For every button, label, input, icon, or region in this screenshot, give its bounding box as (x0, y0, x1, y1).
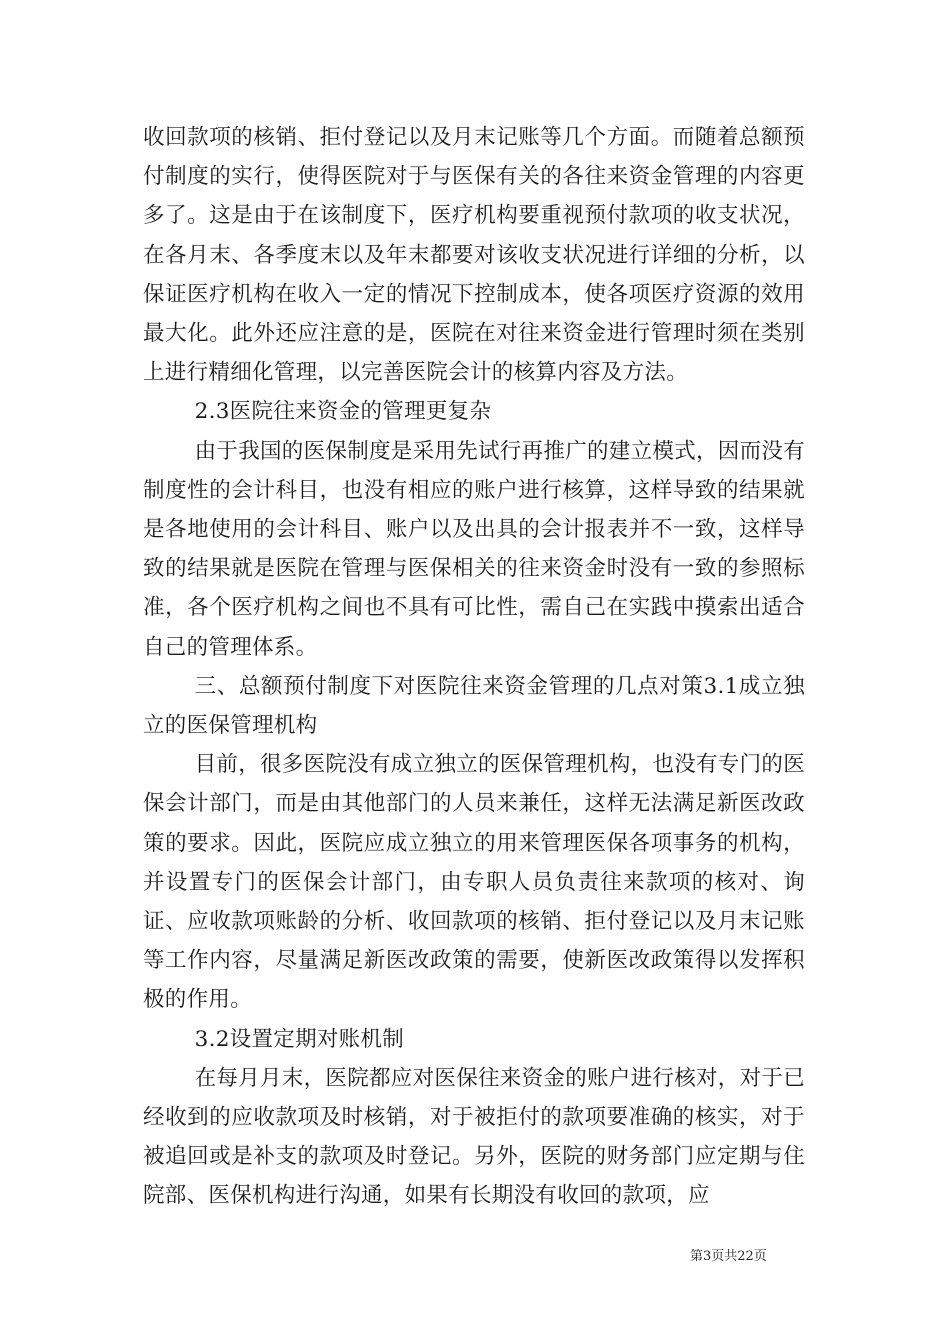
section-heading: 三、总额预付制度下对医院往来资金管理的几点对策3.1成立独立的医保管理机构 (143, 673, 805, 739)
section-heading: 2.3医院往来资金的管理更复杂 (194, 399, 492, 425)
section-heading: 3.2设置定期对账机制 (194, 1026, 405, 1052)
paragraph: 收回款项的核销、拒付登记以及月末记账等几个方面。而随着总额预付制度的实行，使得医院对于与医保有关的各往来资金管理的内容更多了。这是由于在该制度下，医疗机构要重视预付款项的收支状况，在各月末、各季度末以及年末都要对该收支状况进行详细的分析，以保证医疗机构在收入一定的情况下控制成本，使各项医疗资源的效用最大化。此外还应注意的是，医院在对往来资金进行管理时须在类别上进行精细化管理，以完善医院会计的核算内容及方法。 (143, 125, 805, 386)
document-body (143, 118, 805, 1216)
paragraph: 在每月月末，医院都应对医保往来资金的账户进行核对，对于已经收到的应收款项及时核销，对于被拒付的款项要准确的核实，对于被追回或是补支的款项及时登记。另外，医院的财务部门应定期与住院部、医保机构进行沟通，如果有长期没有收回的款项，应 (143, 1065, 805, 1209)
paragraph: 由于我国的医保制度是采用先试行再推广的建立模式，因而没有制度性的会计科目，也没有相应的账户进行核算，这样导致的结果就是各地使用的会计科目、账户以及出具的会计报表并不一致，这样导致的结果就是医院在管理与医保相关的往来资金时没有一致的参照标准，各个医疗机构之间也不具有可比性，需自己在实践中摸索出适合自己的管理体系。 (143, 438, 805, 660)
page-number: 第3页共22页 (690, 1249, 767, 1264)
paragraph: 目前，很多医院没有成立独立的医保管理机构，也没有专门的医保会计部门，而是由其他部门的人员来兼任，这样无法满足新医改政策的要求。因此，医院应成立独立的用来管理医保各项事务的机构，并设置专门的医保会计部门，由专职人员负责往来款项的核对、询证、应收款项账龄的分析、收回款项的核销、拒付登记以及月末记账等工作内容，尽量满足新医改政策的需要，使新医改政策得以发挥积极的作用。 (143, 752, 805, 1013)
